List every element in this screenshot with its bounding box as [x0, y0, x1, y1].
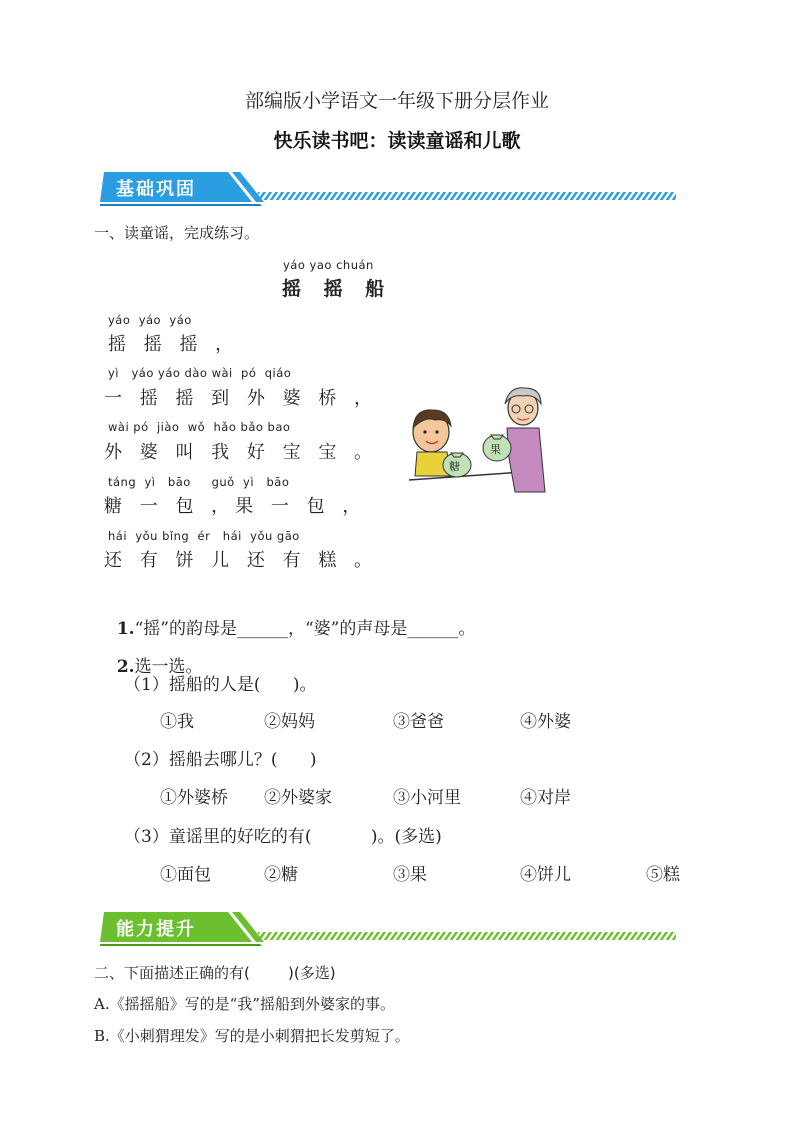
illustration-boy-and-grandma: [405, 380, 555, 502]
page-title: 部编版小学语文一年级下册分层作业: [244, 90, 549, 112]
part-3-option-b[interactable]: ②糖: [264, 865, 298, 885]
part-2-option-d[interactable]: ④对岸: [520, 788, 571, 808]
bag-label-candy: 糖: [449, 460, 460, 473]
poem-title: 摇 摇 船: [282, 278, 393, 300]
subquestion-2-number: 2.: [116, 657, 135, 677]
part-1-option-c[interactable]: ③爸爸: [393, 712, 444, 732]
part-1-question: （1）摇船的人是( )。: [124, 675, 317, 695]
poem-line-1: 摇 摇 摇 ，: [108, 334, 240, 355]
section-label-basic: 基础巩固: [116, 179, 196, 200]
part-3-option-c[interactable]: ③果: [393, 865, 427, 885]
part-3-option-a[interactable]: ①面包: [160, 865, 211, 885]
poem-line-4: 糖 一 包 ，果 一 包 ，: [104, 496, 367, 517]
part-3-option-d[interactable]: ④饼儿: [520, 865, 571, 885]
question-2-option-b[interactable]: B.《小刺猬理发》写的是小刺猬把长发剪短了。: [94, 1027, 410, 1045]
question-2-option-a[interactable]: A.《摇摇船》写的是“我”摇船到外婆家的事。: [94, 995, 395, 1013]
question-1-heading: 一、读童谣，完成练习。: [94, 224, 260, 242]
poem-line-2: 一 摇 摇 到 外 婆 桥 ，: [104, 388, 379, 409]
subquestion-2-text: 选一选。: [134, 657, 203, 677]
part-1-option-b[interactable]: ②妈妈: [264, 712, 315, 732]
part-2-option-a[interactable]: ①外婆桥: [160, 788, 228, 808]
subquestion-1-number: 1.: [116, 619, 135, 639]
poem-line-2-pinyin: yì yáo yáo dào wài pó qiáo: [108, 366, 292, 380]
question-2-heading: 二、下面描述正确的有( )(多选): [94, 964, 336, 982]
part-2-option-c[interactable]: ③小河里: [393, 788, 461, 808]
subquestion-1-text: “摇”的韵母是______，“婆”的声母是______。: [134, 619, 476, 639]
poem-line-4-pinyin: táng yì bāo guǒ yì bāo: [108, 475, 290, 489]
part-1-option-a[interactable]: ①我: [160, 712, 194, 732]
part-1-option-d[interactable]: ④外婆: [520, 712, 571, 732]
poem-line-3-pinyin: wài pó jiào wǒ hǎo bǎo bao: [108, 420, 291, 434]
part-3-option-e[interactable]: ⑤糕: [646, 865, 680, 885]
part-2-option-b[interactable]: ②外婆家: [264, 788, 332, 808]
poem-line-5-pinyin: hái yǒu bǐng ér hái yǒu gāo: [108, 529, 300, 543]
section-banner-advanced: [100, 908, 680, 948]
poem-line-3: 外 婆 叫 我 好 宝 宝 。: [104, 442, 379, 463]
section-banner-basic: [100, 168, 680, 208]
part-3-question: （3）童谣里的好吃的有( )。(多选): [124, 827, 442, 847]
poem-line-5: 还 有 饼 儿 还 有 糕 。: [104, 550, 379, 571]
poem-line-1-pinyin: yáo yáo yáo: [108, 313, 192, 327]
poem-title-pinyin: yáo yao chuán: [283, 258, 374, 272]
part-2-question: （2）摇船去哪儿？( ): [124, 750, 317, 770]
bag-label-fruit: 果: [490, 443, 501, 456]
section-label-advanced: 能力提升: [116, 919, 196, 940]
page-subtitle: 快乐读书吧：读读童谣和儿歌: [273, 130, 521, 152]
